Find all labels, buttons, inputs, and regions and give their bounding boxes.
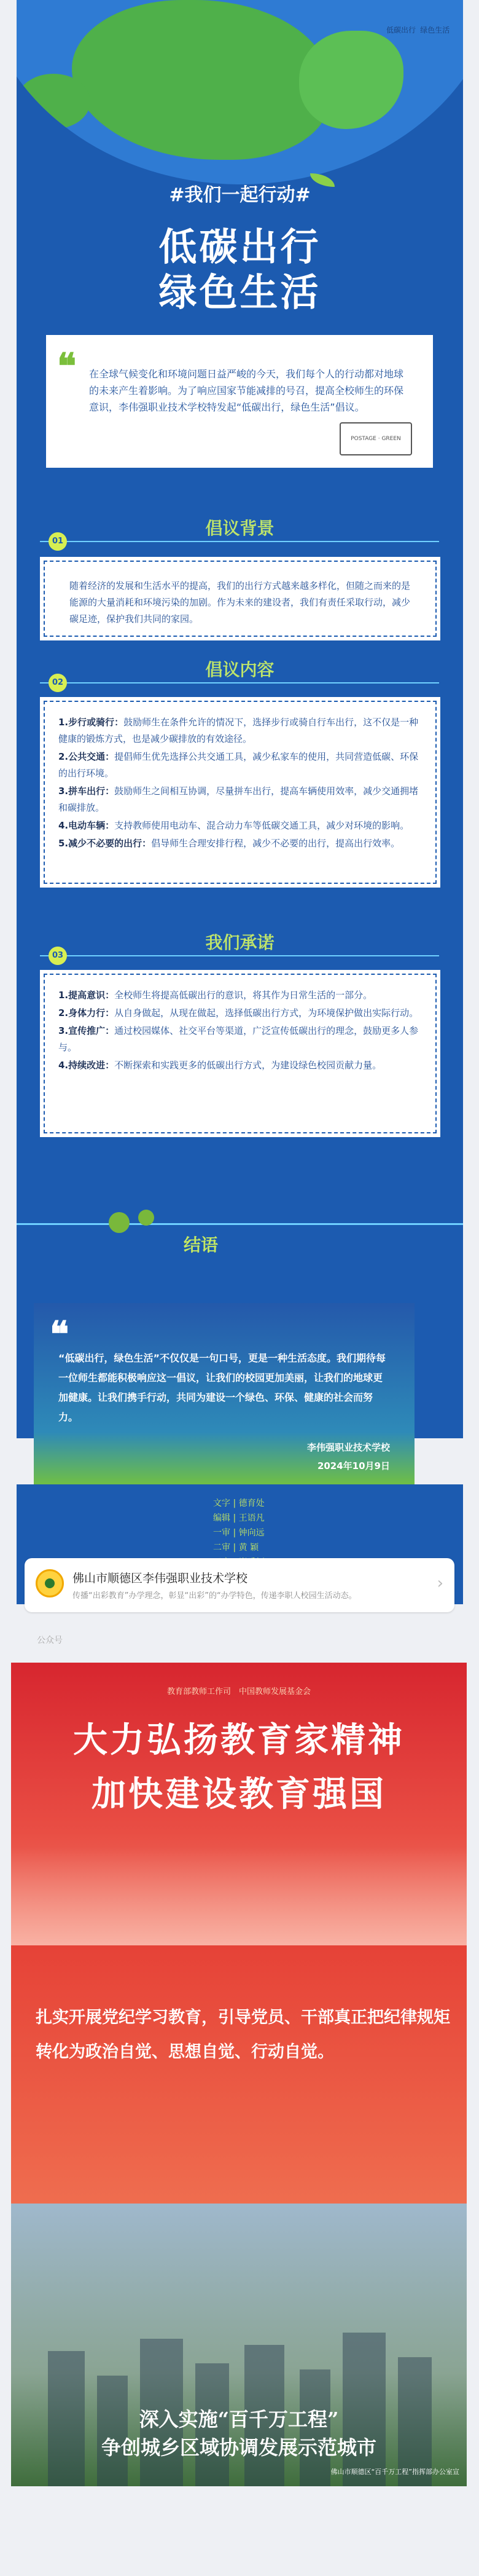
content-card (44, 701, 437, 884)
intro-text: 在全球气候变化和环境问题日益严峻的今天，我们每个人的行动都对地球的未来产生着影响。为了响应国家节能减排的号召，提高全校师生的环保意识，李伟强职业技术学校特发起“低碳出行，绿色生活”倡议。 (89, 368, 404, 413)
section-title: 倡议内容 (205, 660, 275, 680)
conclusion-title: 结语 (184, 1235, 219, 1255)
conclusion-card (34, 1303, 415, 1487)
section-divider (40, 541, 439, 542)
promise-card (44, 974, 437, 1133)
promo-header: 教育部教师工作司 中国教师发展基金会 (166, 1687, 311, 1696)
credit-row: 二审 | 黄 颖 (213, 1543, 259, 1553)
conclusion-text: “低碳出行，绿色生活”不仅仅是一句口号，更是一种生活态度。我们期待每一位师生都能积极响应这一倡议，让我们的校园更加美丽，让我们的地球更加健康。让我们携手行动，共同为建设一个绿色、环保、健康的社会而努力。 (58, 1352, 386, 1423)
list-item: 1.步行或骑行：鼓励师生在条件允许的情况下，选择步行或骑自行车出行，这不仅是一种健康的锻炼方式，也是减少碳排放的有效途径。 (58, 717, 419, 744)
section-number: 01 (49, 532, 67, 551)
hero-tag: #我们一起行动# (169, 184, 311, 206)
account-name: 佛山市顺德区李伟强职业技术学校 (72, 1572, 248, 1585)
section-divider (40, 955, 439, 956)
promo-bottom-title1: 深入实施“百千万工程” (139, 2408, 339, 2431)
hero-title-line2: 绿色生活 (158, 270, 321, 315)
signature-org: 李伟强职业技术学校 (306, 1442, 390, 1453)
section-title: 我们承诺 (205, 932, 275, 953)
avatar (36, 1569, 64, 1597)
promo-slogan1: 大力弘扬教育家精神 (73, 1720, 405, 1760)
intro-card (46, 335, 433, 468)
hero-title-line1: 低碳出行 (158, 224, 321, 269)
chevron-right-icon: › (437, 1574, 443, 1593)
section-title: 倡议背景 (205, 518, 275, 538)
list-item: 4.持续改进：不断探索和实践更多的低碳出行方式，为建设绿色校园贡献力量。 (58, 1060, 382, 1071)
credit-row: 编辑 | 王语凡 (213, 1513, 265, 1523)
land-shape (72, 0, 330, 160)
building-illustration (11, 1847, 467, 1945)
poster (17, 0, 463, 1438)
background-card (44, 561, 437, 637)
promo-bottom-title2: 争创城乡区域协调发展示范城市 (101, 2436, 376, 2459)
account-profile-card[interactable] (25, 1558, 454, 1612)
quote-icon: ❝ (57, 345, 77, 387)
land-shape (17, 74, 90, 129)
credit-row: 文字 | 德育处 (213, 1499, 265, 1508)
promo-credit: 佛山市顺德区“百千万工程”指挥部办公室宣 (330, 2468, 459, 2476)
list-item: 3.拼车出行：鼓励师生之间相互协调，尽量拼车出行，提高车辆使用效率，减少交通拥堵和碳排放。 (58, 786, 419, 813)
list-item: 5.减少不必要的出行：倡导师生合理安排行程，减少不必要的出行，提高出行效率。 (58, 838, 400, 849)
account-type-label: 公众号 (37, 1636, 63, 1645)
decor-circle (138, 1210, 154, 1226)
section-number: 03 (49, 947, 67, 965)
promo-banner[interactable] (11, 1663, 467, 2486)
promo-middle-text: 扎实开展党纪学习教育，引导党员、干部真正把纪律规矩转化为政治自觉、思想自觉、行动自觉。 (36, 2008, 450, 2062)
background-text: 随着经济的发展和生活水平的提高，我们的出行方式越来越多样化，但随之而来的是能源的大量消耗和环境污染的加剧。作为未来的建设者，我们有责任采取行动，减少碳足迹，保护我们共同的家园。 (69, 580, 411, 624)
conclusion-band (17, 1223, 463, 1258)
quote-icon: ❝ (50, 1314, 69, 1355)
list-item: 4.电动车辆：支持教师使用电动车、混合动力车等低碳交通工具，减少对环境的影响。 (58, 820, 410, 831)
postmark-stamp: 低碳出行 绿色生活 (386, 26, 450, 34)
promo-middle (11, 1945, 467, 2204)
list-item: 1.提高意识：全校师生将提高低碳出行的意识，将其作为日常生活的一部分。 (58, 990, 373, 1001)
promo-slogan2: 加快建设教育强国 (92, 1774, 386, 1814)
promo-top (11, 1663, 467, 1945)
land-shape (299, 31, 403, 129)
credit-row: 一审 | 钟向远 (213, 1528, 265, 1538)
promo-bottom (11, 2204, 467, 2486)
section-number: 02 (49, 674, 67, 692)
decor-circle (109, 1212, 130, 1233)
postage-stamp: POSTAGE · GREEN (340, 422, 412, 455)
list-item: 3.宣传推广：通过校园媒体、社交平台等渠道，广泛宣传低碳出行的理念，鼓励更多人参与。 (58, 1025, 419, 1053)
list-item: 2.公共交通：提倡师生优先选择公共交通工具，减少私家车的使用，共同营造低碳、环保的出行环境。 (58, 751, 419, 779)
signature (58, 1438, 390, 1475)
account-description: 传播“出彩教育”办学理念，彰显“出彩”的“办学特色，传递李职人校园生活动态。 (72, 1591, 357, 1601)
section-divider (40, 682, 439, 683)
signature-date: 2024年10月9日 (317, 1460, 390, 1471)
list-item: 2.身体力行：从自身做起，从现在做起，选择低碳出行方式，为环境保护做出实际行动。 (58, 1007, 419, 1018)
